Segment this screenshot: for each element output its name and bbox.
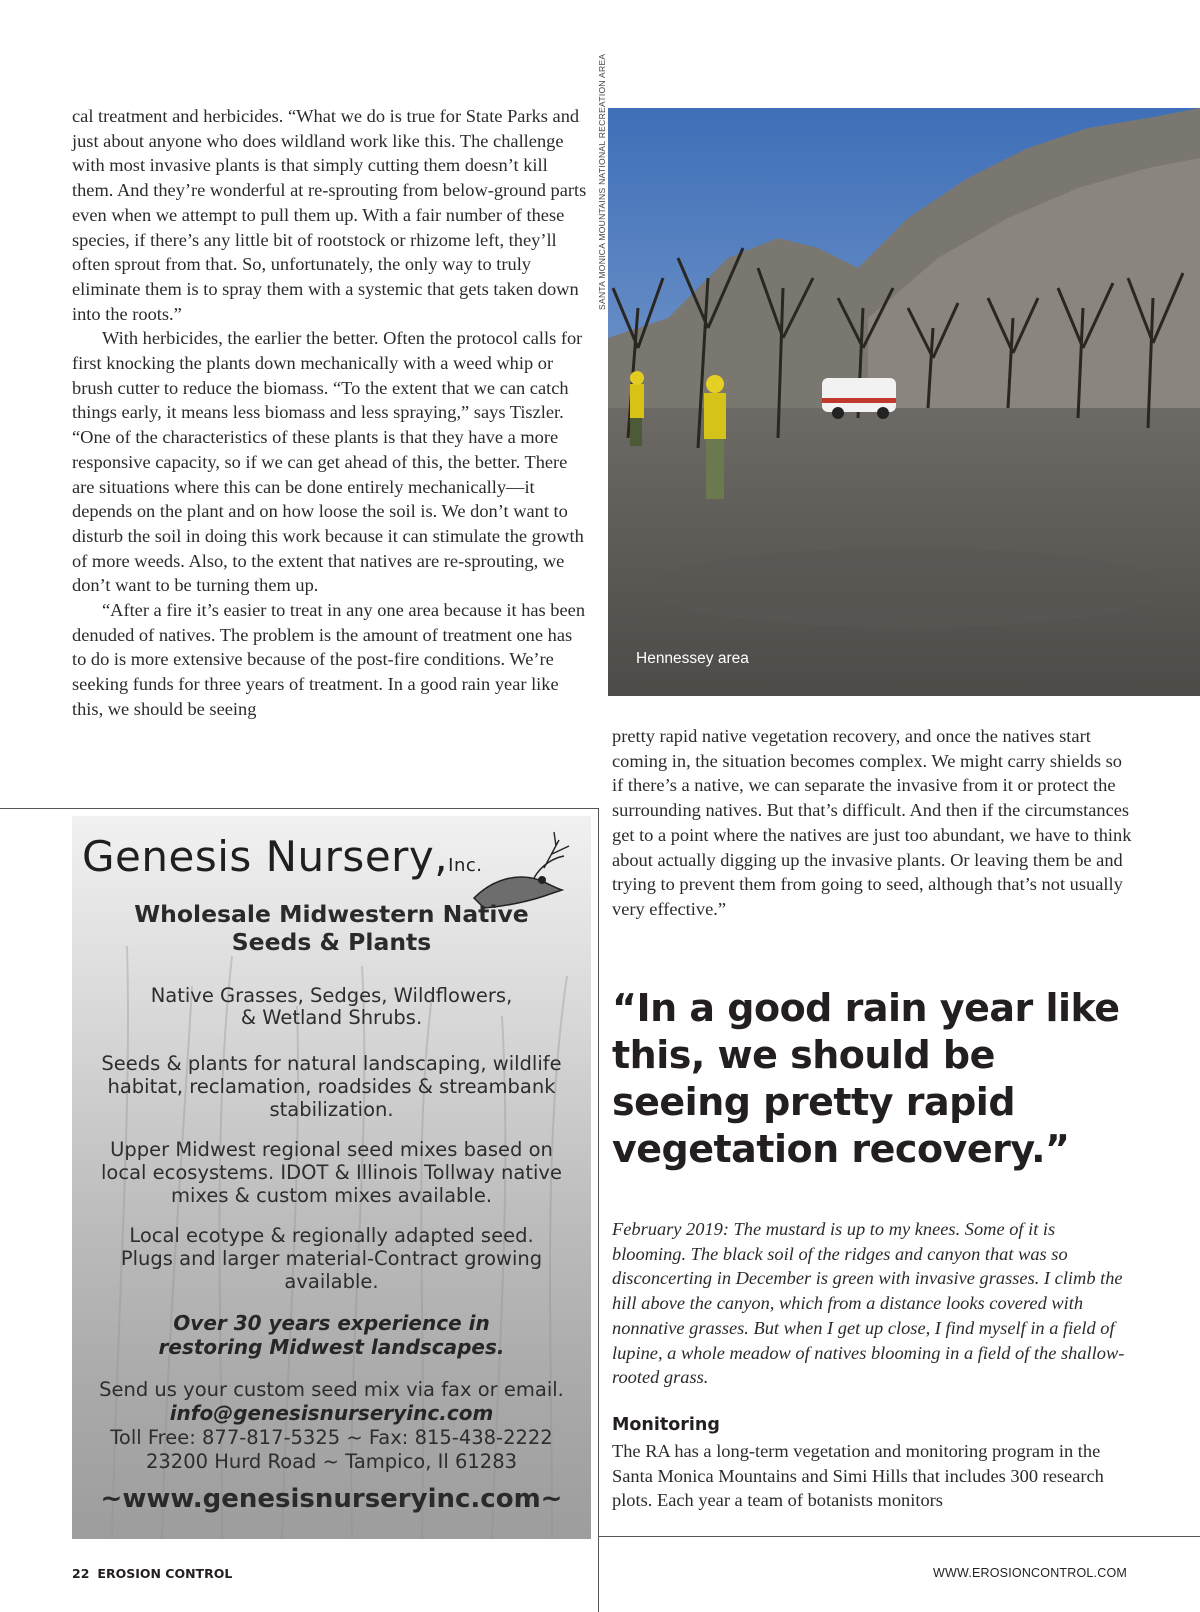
ad-headline-2: Seeds & Plants: [231, 928, 432, 956]
body-paragraph-1: cal treatment and herbicides. “What we do is true for State Parks and just about anyone who does wildland work like this. The challenge with most invasive plants is that simply cutting them doesn’t kill them. And they’re wonderful at re-sprouting from below-ground parts even when we attempt to pull them up. With a fair number of these species, if there’s any little bit of rootstock or rhizome left, they’ll often sprout from that. So, unfortunately, the only way to truly eliminate them is to spray them with a systemic that gets taken down into the roots.”: [72, 106, 587, 324]
genesis-nursery-ad[interactable]: [72, 816, 591, 1539]
ad-address: 23200 Hurd Road ~ Tampico, Il 61283: [145, 1450, 518, 1473]
ad-website-link[interactable]: ~www.genesisnurseryinc.com~: [100, 1484, 563, 1514]
ad-line-1b: & Wetland Shrubs.: [240, 1006, 423, 1029]
section-heading-monitoring: Monitoring: [612, 1415, 720, 1435]
monitoring-paragraph: The RA has a long-term vegetation and monitoring program in the Santa Monica Mountains and Simi Hills that includes 300 research plots. Each year a team of botanists monitors: [612, 1441, 1104, 1511]
ad-headline-1: Wholesale Midwestern Native: [134, 900, 529, 928]
magazine-url[interactable]: WWW.EROSIONCONTROL.COM: [933, 1566, 1127, 1580]
ad-line-4a: Local ecotype & regionally adapted seed.: [129, 1224, 534, 1247]
ad-line-1a: Native Grasses, Sedges, Wildflowers,: [150, 984, 513, 1007]
hennessey-photo: [608, 108, 1200, 696]
ad-experience-1: Over 30 years experience in: [173, 1311, 490, 1335]
ad-line-4c: available.: [284, 1270, 379, 1293]
right-text-column: [612, 724, 1132, 922]
body-paragraph-continued: pretty rapid native vegetation recovery, and once the natives start coming in, the situation becomes complex. We might carry shields so if there’s a native, we can separate the invasive from it or protect the surrounding natives. But that’s difficult. And then if the circumstances get to a point where the natives are just too abundant, we have to think about actually digging up the invasive plants. Or leaving them be and trying to prevent them from going to seed, although that’s not usually very effective.”: [612, 726, 1132, 919]
diary-entry: [612, 1217, 1132, 1390]
photo-credit: SANTA MONICA MOUNTAINS NATIONAL RECREATION AREA: [597, 53, 607, 310]
page-footer-left: [72, 1566, 232, 1581]
ad-line-2a: Seeds & plants for natural landscaping, wildlife: [101, 1052, 562, 1075]
diary-paragraph: February 2019: The mustard is up to my knees. Some of it is blooming. The black soil of the ridges and canyon that was so disconcerting in December is green with invasive grasses. I climb the hill above the canyon, which from a distance looks covered with nonnative grasses. But when I get up close, I find myself in a field of lupine, a whole meadow of natives blooming in a field of the shallow-rooted grass.: [612, 1219, 1125, 1388]
page-number: 22: [72, 1566, 90, 1581]
ad-line-2c: stabilization.: [269, 1098, 394, 1121]
ad-email-link[interactable]: info@genesisnurseryinc.com: [169, 1401, 494, 1425]
ad-line-2b: habitat, reclamation, roadsides & streambank: [107, 1075, 556, 1098]
ad-phone-fax: Toll Free: 877-817-5325 ~ Fax: 815-438-2222: [110, 1426, 553, 1449]
ad-brand-name: [82, 832, 482, 881]
ad-brand-text: Genesis Nursery,: [82, 832, 449, 881]
divider-horizontal-bottom: [599, 1536, 1200, 1537]
ad-line-4b: Plugs and larger material-Contract growing: [120, 1247, 543, 1270]
photo-caption: Hennessey area: [636, 650, 749, 667]
ad-line-3c: mixes & custom mixes available.: [170, 1184, 493, 1207]
ad-contact-text: Send us your custom seed mix via fax or email.: [99, 1378, 564, 1401]
body-paragraph-2: With herbicides, the earlier the better. Often the protocol calls for first knocking the plants down mechanically with a weed whip or brush cutter to reduce the biomass. “To the extent that we can catch things early, it means less biomass and less spraying,” says Tiszler. “One of the characteristics of these plants is that they have a more responsive capacity, so if we can get ahead of this, the better. There are situations where this can be done entirely mechanically—it depends on the plant and on how loose the soil is. We don’t want to disturb the soil in doing this work because it can stimulate the growth of more weeds. Also, to the extent that natives are re-sprouting, we don’t want to be turning them up.: [72, 328, 584, 596]
ad-line-3a: Upper Midwest regional seed mixes based on: [110, 1138, 553, 1161]
left-text-column: [72, 104, 590, 722]
body-paragraph-3: “After a fire it’s easier to treat in any one area because it has been denuded of natives. The problem is the amount of treatment one has to do is more extensive because of the post-fire conditions. We’re seeking funds for three years of treatment. In a good rain year like this, we should be seeing: [72, 600, 586, 719]
divider-horizontal: [0, 808, 598, 809]
magazine-name: EROSION CONTROL: [97, 1566, 233, 1581]
ad-line-3b: local ecosystems. IDOT & Illinois Tollway native: [101, 1161, 562, 1184]
pull-quote: “In a good rain year like this, we should be seeing pretty rapid vegetation recovery.”: [612, 986, 1120, 1171]
ad-brand-suffix: Inc.: [448, 855, 483, 876]
ad-experience-2: restoring Midwest landscapes.: [158, 1335, 505, 1359]
divider-vertical: [598, 808, 599, 1612]
monitoring-text: [612, 1439, 1132, 1513]
